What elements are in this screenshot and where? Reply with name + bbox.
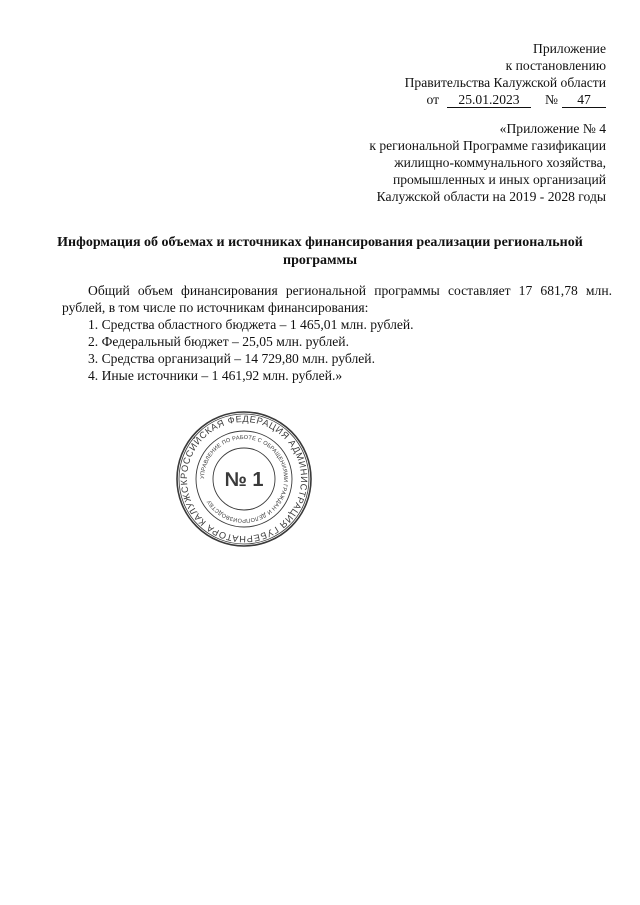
resolution-header <box>405 40 606 108</box>
government-label: Правительства Калужской области <box>404 75 606 90</box>
annex-line: к региональной Программе газификации <box>369 138 606 153</box>
svg-text:УПРАВЛЕНИЕ ПО РАБОТЕ С ОБРАЩЕН: УПРАВЛЕНИЕ ПО РАБОТЕ С ОБРАЩЕНИЯМИ ГРАЖДАН И ДЕЛОПРОИЗВОДСТВУ <box>199 434 289 524</box>
list-item: 4. Иные источники – 1 461,92 млн. рублей.» <box>88 368 343 383</box>
annex-header <box>369 120 606 205</box>
list-item: 3. Средства организаций – 14 729,80 млн. рублей. <box>88 351 375 366</box>
funding-sources-list <box>62 316 612 384</box>
to-resolution-label: к постановлению <box>505 58 606 73</box>
document-body <box>62 282 612 384</box>
svg-text:РОССИЙСКАЯ ФЕДЕРАЦИЯ АДМИНИСТР: РОССИЙСКАЯ ФЕДЕРАЦИЯ АДМИНИСТРАЦИЯ ГУБЕРНАТОРА КАЛУЖСК <box>178 413 310 545</box>
resolution-number: 47 <box>562 93 606 108</box>
list-item: 1. Средства областного бюджета – 1 465,01 млн. рублей. <box>88 317 414 332</box>
appendix-label: Приложение <box>533 41 606 56</box>
document-title: Информация об объемах и источниках финансирования реализации региональной программы <box>57 235 583 268</box>
resolution-date: 25.01.2023 <box>447 93 531 108</box>
official-stamp <box>175 410 313 548</box>
from-label: от <box>426 92 440 107</box>
number-label: № <box>545 92 558 107</box>
stamp-seal-icon <box>175 410 313 548</box>
stamp-center-number: № 1 <box>224 469 264 491</box>
date-number-line <box>405 91 606 108</box>
funding-paragraph: Общий объем финансирования региональной программы составляет 17 681,78 млн. рублей, в том числе по источникам финансирования: <box>62 283 612 315</box>
annex-line: промышленных и иных организаций <box>392 172 606 187</box>
annex-line: жилищно-коммунального хозяйства, <box>394 155 606 170</box>
annex-line: «Приложение № 4 <box>499 121 606 136</box>
list-item: 2. Федеральный бюджет – 25,05 млн. рублей. <box>88 334 349 349</box>
annex-line: Калужской области на 2019 - 2028 годы <box>376 189 606 204</box>
